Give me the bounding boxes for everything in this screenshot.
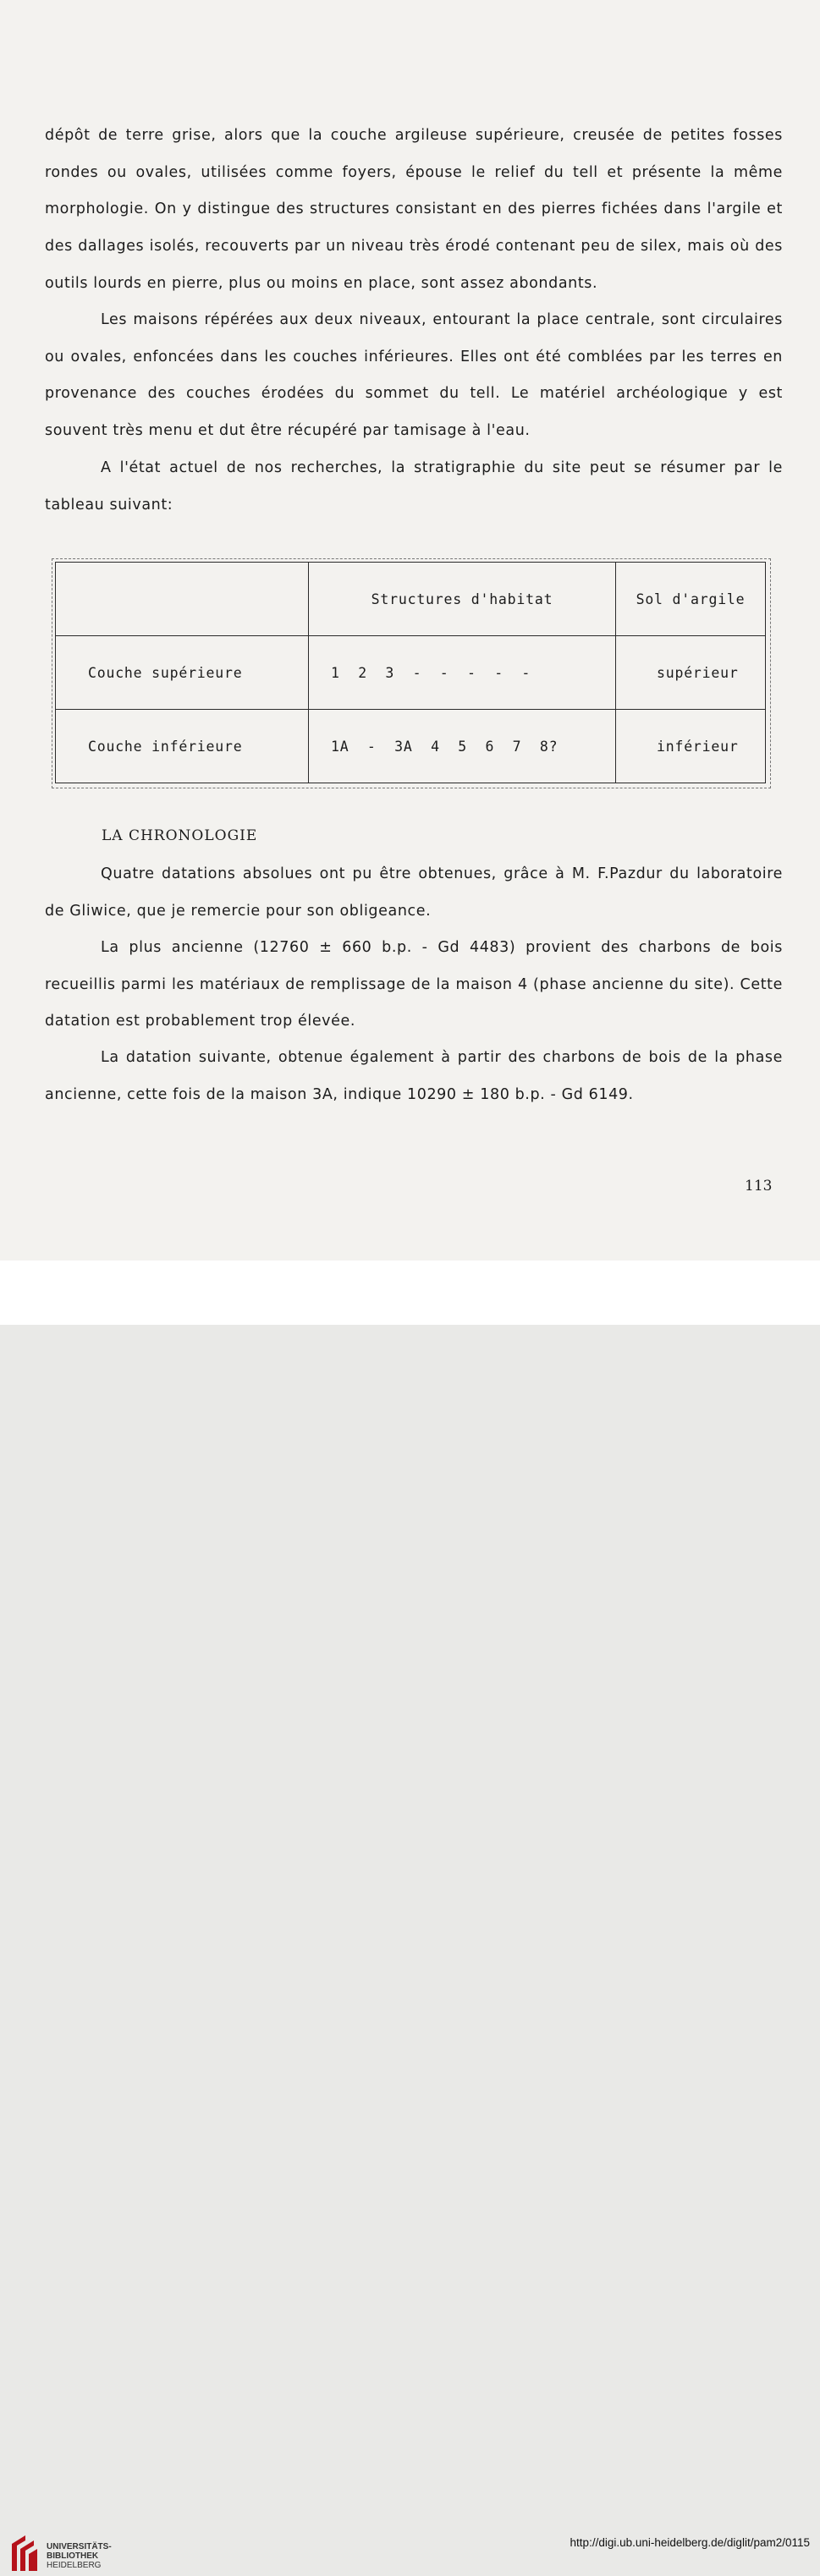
paragraph-5: La plus ancienne (12760 ± 660 b.p. - Gd 4483) provient des charbons de bois recueillis parmi les matériaux de remplissage de la maison 4 (phase ancienne du site). Cette datation est probablement trop élevée. bbox=[45, 939, 783, 1030]
library-name[interactable] bbox=[47, 2542, 112, 2570]
table-cell: inférieur bbox=[616, 710, 766, 783]
paragraph-3: A l'état actuel de nos recherches, la stratigraphie du site peut se résumer par le tableau suivant: bbox=[45, 459, 783, 514]
body-paragraph bbox=[45, 302, 783, 450]
table-cell: 1A - 3A 4 5 6 7 8? bbox=[309, 710, 616, 783]
body-paragraph bbox=[45, 118, 783, 303]
paragraph-6: La datation suivante, obtenue également à partir des charbons de bois de la phase ancienne, cette fois de la maison 3A, indique 10290 ± 180 b.p. - Gd 6149. bbox=[45, 1049, 783, 1103]
table-cell: supérieur bbox=[616, 636, 766, 710]
ub-heidelberg-logo-icon[interactable] bbox=[7, 2532, 41, 2576]
paragraph-4: Quatre datations absolues ont pu être obtenues, grâce à M. F.Pazdur du laboratoire de Gliwice, que je remercie pour son obligeance. bbox=[45, 865, 783, 920]
page-number: 113 bbox=[745, 1178, 773, 1195]
paragraph-1: dépôt de terre grise, alors que la couche argileuse supérieure, creusée de petites fosses rondes ou ovales, utilisées comme foyers, épouse le relief du tell et présente la même morphologie. On y distingue des structures consistant en des pierres fichées dans l'argile et des dallages isolés, recouverts par un niveau très érodé contenant peu de silex, mais où des outils lourds en pierre, plus ou moins en place, sont assez abondants. bbox=[45, 127, 783, 292]
stratigraphy-table bbox=[55, 562, 766, 783]
section-heading: LA CHRONOLOGIE bbox=[102, 827, 258, 844]
body-paragraph bbox=[45, 930, 783, 1041]
table-cell: Couche supérieure bbox=[56, 636, 309, 710]
document-page bbox=[0, 0, 820, 1261]
footer-bar bbox=[0, 1261, 820, 2570]
library-name-line: UNIVERSITÄTS- bbox=[47, 2542, 112, 2551]
library-name-line: HEIDELBERG bbox=[47, 2561, 102, 2570]
table-cell: Couche inférieure bbox=[56, 710, 309, 783]
digital-library-url-link[interactable]: http://digi.ub.uni-heidelberg.de/diglit/pam2/0115 bbox=[570, 2536, 810, 2549]
paragraph-2: Les maisons répérées aux deux niveaux, entourant la place centrale, sont circulaires ou ovales, enfoncées dans les couches inférieures. Elles ont été comblées par les terres en provenance des couches érodées du sommet du tell. Le matériel archéologique y est souvent très menu et dut être récupéré par tamisage à l'eau. bbox=[45, 311, 783, 440]
table-header-cell: Sol d'argile bbox=[616, 563, 766, 636]
table-header-cell: Structures d'habitat bbox=[309, 563, 616, 636]
body-paragraph bbox=[45, 450, 783, 524]
library-name-line: BIBLIOTHEK bbox=[47, 2551, 99, 2561]
body-paragraph bbox=[45, 1040, 783, 1113]
table-row bbox=[56, 710, 766, 783]
body-paragraph bbox=[45, 856, 783, 930]
table-header-row bbox=[56, 563, 766, 636]
table-header-cell bbox=[56, 563, 309, 636]
table-cell: 1 2 3 - - - - - bbox=[309, 636, 616, 710]
table-row bbox=[56, 636, 766, 710]
